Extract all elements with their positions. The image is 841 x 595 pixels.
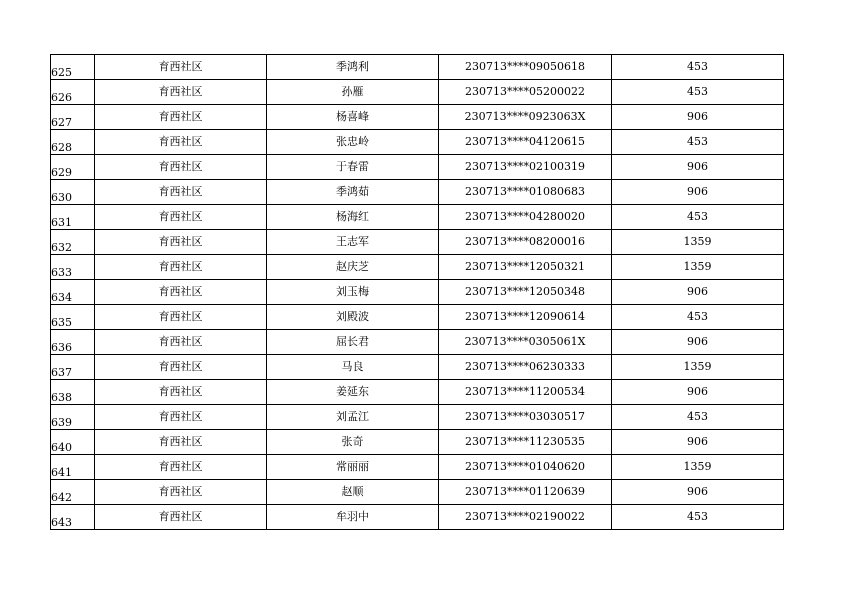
person-name-cell: 赵庆芝 bbox=[267, 255, 439, 280]
person-name-cell: 刘殿波 bbox=[267, 305, 439, 330]
row-number-cell: 631 bbox=[51, 205, 95, 230]
amount-cell: 906 bbox=[612, 380, 784, 405]
table-row bbox=[51, 405, 784, 430]
amount-cell: 906 bbox=[612, 280, 784, 305]
table-row bbox=[51, 205, 784, 230]
community-cell: 育西社区 bbox=[95, 55, 267, 80]
person-name-cell: 杨海红 bbox=[267, 205, 439, 230]
row-number-cell: 626 bbox=[51, 80, 95, 105]
id-number-cell: 230713****04280020 bbox=[439, 205, 612, 230]
id-number-cell: 230713****06230333 bbox=[439, 355, 612, 380]
id-number-cell: 230713****01040620 bbox=[439, 455, 612, 480]
id-number-cell: 230713****02100319 bbox=[439, 155, 612, 180]
table-row bbox=[51, 430, 784, 455]
amount-cell: 453 bbox=[612, 80, 784, 105]
amount-cell: 906 bbox=[612, 480, 784, 505]
amount-cell: 453 bbox=[612, 130, 784, 155]
community-cell: 育西社区 bbox=[95, 180, 267, 205]
person-name-cell: 季鸿利 bbox=[267, 55, 439, 80]
person-name-cell: 孙雁 bbox=[267, 80, 439, 105]
table-row bbox=[51, 255, 784, 280]
community-cell: 育西社区 bbox=[95, 430, 267, 455]
id-number-cell: 230713****03030517 bbox=[439, 405, 612, 430]
id-number-cell: 230713****01120639 bbox=[439, 480, 612, 505]
row-number-cell: 638 bbox=[51, 380, 95, 405]
amount-cell: 906 bbox=[612, 330, 784, 355]
amount-cell: 453 bbox=[612, 305, 784, 330]
table-row bbox=[51, 355, 784, 380]
row-number-cell: 627 bbox=[51, 105, 95, 130]
person-name-cell: 牟羽中 bbox=[267, 505, 439, 530]
amount-cell: 453 bbox=[612, 205, 784, 230]
person-name-cell: 季鸿茹 bbox=[267, 180, 439, 205]
table-row bbox=[51, 180, 784, 205]
community-cell: 育西社区 bbox=[95, 80, 267, 105]
row-number-cell: 640 bbox=[51, 430, 95, 455]
community-cell: 育西社区 bbox=[95, 455, 267, 480]
table-row bbox=[51, 305, 784, 330]
id-number-cell: 230713****12090614 bbox=[439, 305, 612, 330]
row-number-cell: 630 bbox=[51, 180, 95, 205]
amount-cell: 906 bbox=[612, 430, 784, 455]
table-row bbox=[51, 80, 784, 105]
table-row bbox=[51, 230, 784, 255]
id-number-cell: 230713****0305061X bbox=[439, 330, 612, 355]
row-number-cell: 628 bbox=[51, 130, 95, 155]
id-number-cell: 230713****05200022 bbox=[439, 80, 612, 105]
amount-cell: 1359 bbox=[612, 255, 784, 280]
row-number-cell: 637 bbox=[51, 355, 95, 380]
id-number-cell: 230713****01080683 bbox=[439, 180, 612, 205]
person-name-cell: 刘孟江 bbox=[267, 405, 439, 430]
amount-cell: 1359 bbox=[612, 355, 784, 380]
roster-table-body bbox=[51, 55, 784, 530]
row-number-cell: 642 bbox=[51, 480, 95, 505]
table-row bbox=[51, 455, 784, 480]
person-name-cell: 赵顺 bbox=[267, 480, 439, 505]
community-cell: 育西社区 bbox=[95, 280, 267, 305]
row-number-cell: 625 bbox=[51, 55, 95, 80]
table-row bbox=[51, 155, 784, 180]
person-name-cell: 常丽丽 bbox=[267, 455, 439, 480]
table-row bbox=[51, 480, 784, 505]
row-number-cell: 641 bbox=[51, 455, 95, 480]
person-name-cell: 于春雷 bbox=[267, 155, 439, 180]
id-number-cell: 230713****02190022 bbox=[439, 505, 612, 530]
row-number-cell: 629 bbox=[51, 155, 95, 180]
community-cell: 育西社区 bbox=[95, 380, 267, 405]
amount-cell: 453 bbox=[612, 405, 784, 430]
table-row bbox=[51, 330, 784, 355]
community-cell: 育西社区 bbox=[95, 305, 267, 330]
table-row bbox=[51, 280, 784, 305]
community-cell: 育西社区 bbox=[95, 330, 267, 355]
community-cell: 育西社区 bbox=[95, 205, 267, 230]
amount-cell: 453 bbox=[612, 55, 784, 80]
id-number-cell: 230713****04120615 bbox=[439, 130, 612, 155]
row-number-cell: 633 bbox=[51, 255, 95, 280]
amount-cell: 1359 bbox=[612, 455, 784, 480]
community-cell: 育西社区 bbox=[95, 255, 267, 280]
row-number-cell: 632 bbox=[51, 230, 95, 255]
person-name-cell: 马良 bbox=[267, 355, 439, 380]
amount-cell: 453 bbox=[612, 505, 784, 530]
id-number-cell: 230713****09050618 bbox=[439, 55, 612, 80]
person-name-cell: 屈长君 bbox=[267, 330, 439, 355]
id-number-cell: 230713****12050321 bbox=[439, 255, 612, 280]
person-name-cell: 杨喜峰 bbox=[267, 105, 439, 130]
community-cell: 育西社区 bbox=[95, 130, 267, 155]
community-cell: 育西社区 bbox=[95, 105, 267, 130]
table-row bbox=[51, 505, 784, 530]
row-number-cell: 635 bbox=[51, 305, 95, 330]
person-name-cell: 刘玉梅 bbox=[267, 280, 439, 305]
id-number-cell: 230713****08200016 bbox=[439, 230, 612, 255]
amount-cell: 906 bbox=[612, 180, 784, 205]
community-cell: 育西社区 bbox=[95, 480, 267, 505]
table-row bbox=[51, 55, 784, 80]
table-row bbox=[51, 105, 784, 130]
id-number-cell: 230713****11230535 bbox=[439, 430, 612, 455]
person-name-cell: 张忠岭 bbox=[267, 130, 439, 155]
roster-table bbox=[50, 54, 784, 530]
community-cell: 育西社区 bbox=[95, 355, 267, 380]
table-row bbox=[51, 380, 784, 405]
community-cell: 育西社区 bbox=[95, 505, 267, 530]
person-name-cell: 姜延东 bbox=[267, 380, 439, 405]
community-cell: 育西社区 bbox=[95, 230, 267, 255]
amount-cell: 906 bbox=[612, 105, 784, 130]
row-number-cell: 636 bbox=[51, 330, 95, 355]
id-number-cell: 230713****0923063X bbox=[439, 105, 612, 130]
row-number-cell: 643 bbox=[51, 505, 95, 530]
id-number-cell: 230713****12050348 bbox=[439, 280, 612, 305]
community-cell: 育西社区 bbox=[95, 405, 267, 430]
row-number-cell: 634 bbox=[51, 280, 95, 305]
community-cell: 育西社区 bbox=[95, 155, 267, 180]
id-number-cell: 230713****11200534 bbox=[439, 380, 612, 405]
amount-cell: 1359 bbox=[612, 230, 784, 255]
person-name-cell: 王志军 bbox=[267, 230, 439, 255]
amount-cell: 906 bbox=[612, 155, 784, 180]
person-name-cell: 张奇 bbox=[267, 430, 439, 455]
row-number-cell: 639 bbox=[51, 405, 95, 430]
table-row bbox=[51, 130, 784, 155]
